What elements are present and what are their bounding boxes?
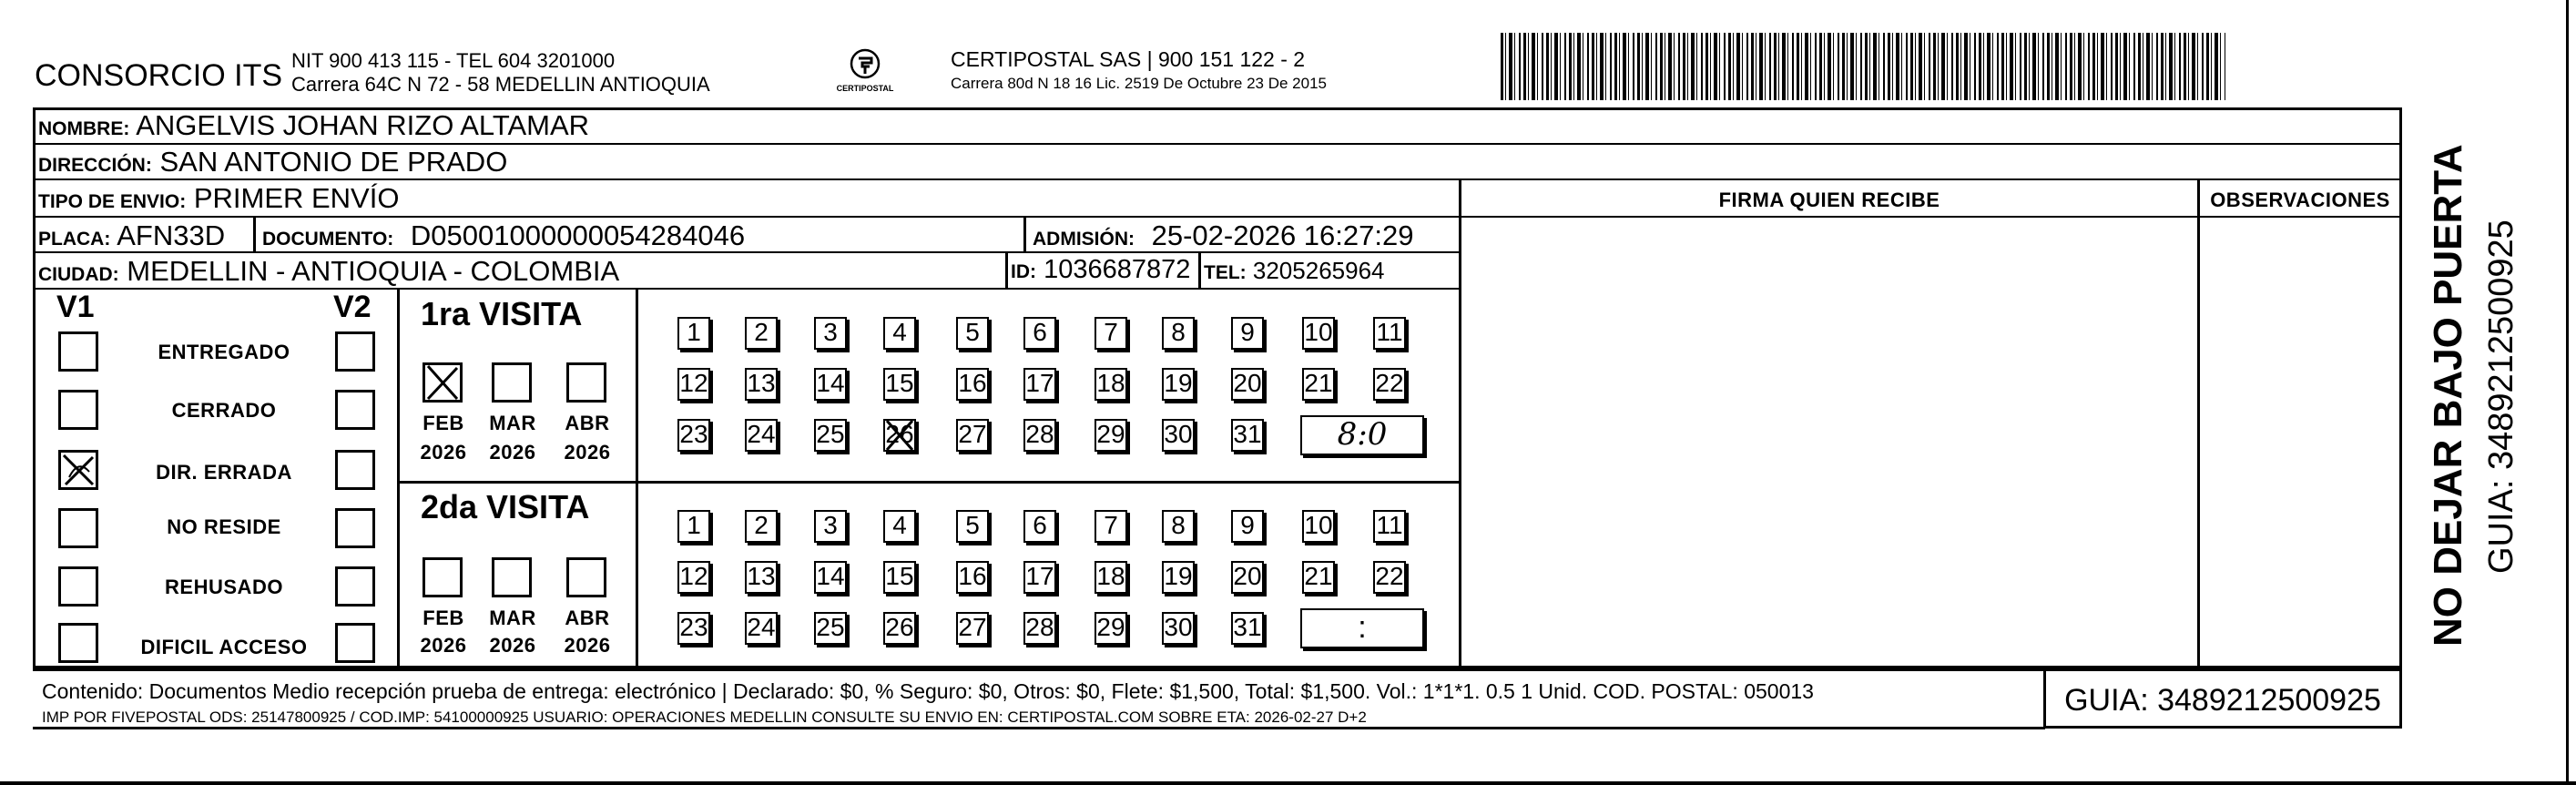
first-day-7[interactable]: 7 bbox=[1095, 317, 1127, 350]
check-x-icon bbox=[423, 362, 463, 403]
first-visit-title: 1ra VISITA bbox=[421, 295, 583, 332]
tipo-value: PRIMER ENVÍO bbox=[193, 182, 400, 214]
company-address: Carrera 64C N 72 - 58 MEDELLIN ANTIOQUIA bbox=[291, 73, 710, 96]
status-no-reside: NO RESIDE bbox=[167, 515, 281, 538]
certipostal-logo: CERTIPOSTAL bbox=[830, 44, 900, 98]
v2-rehusado-checkbox[interactable] bbox=[335, 566, 375, 607]
documento-row bbox=[262, 219, 745, 252]
first-year-abr: 2026 bbox=[564, 441, 611, 464]
second-day-1[interactable]: 1 bbox=[677, 510, 710, 543]
direccion-value: SAN ANTONIO DE PRADO bbox=[159, 146, 508, 178]
first-year-feb: 2026 bbox=[420, 441, 467, 464]
second-day-18[interactable]: 18 bbox=[1095, 561, 1127, 594]
second-day-2[interactable]: 2 bbox=[745, 510, 778, 543]
first-day-12[interactable]: 12 bbox=[677, 368, 710, 401]
second-abr-checkbox[interactable] bbox=[566, 557, 606, 597]
v1-entregado-checkbox[interactable] bbox=[58, 331, 98, 372]
first-day-29[interactable]: 29 bbox=[1095, 419, 1127, 452]
second-day-29[interactable]: 29 bbox=[1095, 612, 1127, 645]
second-day-15[interactable]: 15 bbox=[883, 561, 916, 594]
status-dificil-acceso: DIFICIL ACCESO bbox=[140, 636, 308, 658]
first-day-22[interactable]: 22 bbox=[1373, 368, 1406, 401]
v2-label: V2 bbox=[333, 290, 372, 324]
v1-rehusado-checkbox[interactable] bbox=[58, 566, 98, 607]
first-month-abr: ABR bbox=[565, 412, 610, 434]
check-x-icon bbox=[58, 450, 98, 490]
second-day-24[interactable]: 24 bbox=[745, 612, 778, 645]
first-day-20[interactable]: 20 bbox=[1231, 368, 1264, 401]
second-day-27[interactable]: 27 bbox=[956, 612, 989, 645]
second-day-14[interactable]: 14 bbox=[814, 561, 847, 594]
placa-label: PLACA: bbox=[38, 229, 111, 250]
tel-row bbox=[1204, 257, 1385, 285]
status-entregado: ENTREGADO bbox=[158, 341, 290, 363]
second-month-mar: MAR bbox=[489, 607, 536, 629]
first-day-8[interactable]: 8 bbox=[1162, 317, 1195, 350]
first-day-13[interactable]: 13 bbox=[745, 368, 778, 401]
second-day-13[interactable]: 13 bbox=[745, 561, 778, 594]
firma-header: FIRMA QUIEN RECIBE bbox=[1718, 189, 1940, 211]
v2-entregado-checkbox[interactable] bbox=[335, 331, 375, 372]
first-day-19[interactable]: 19 bbox=[1162, 368, 1195, 401]
side-no-dejar: NO DEJAR BAJO PUERTA bbox=[2426, 144, 2470, 647]
second-day-3[interactable]: 3 bbox=[814, 510, 847, 543]
first-day-4[interactable]: 4 bbox=[883, 317, 916, 350]
first-month-feb: FEB bbox=[423, 412, 464, 434]
observaciones-header: OBSERVACIONES bbox=[2210, 189, 2390, 211]
second-day-9[interactable]: 9 bbox=[1231, 510, 1264, 543]
v1-label: V1 bbox=[56, 290, 95, 324]
second-day-23[interactable]: 23 bbox=[677, 612, 710, 645]
second-month-feb: FEB bbox=[423, 607, 464, 629]
ciudad-value: MEDELLIN - ANTIOQUIA - COLOMBIA bbox=[127, 255, 620, 287]
tel-label: TEL: bbox=[1204, 262, 1247, 283]
second-visit-title: 2da VISITA bbox=[421, 488, 590, 525]
first-day-18[interactable]: 18 bbox=[1095, 368, 1127, 401]
v2-dificil-acceso-checkbox[interactable] bbox=[335, 623, 375, 663]
second-day-25[interactable]: 25 bbox=[814, 612, 847, 645]
second-year-feb: 2026 bbox=[420, 634, 467, 657]
first-day-21[interactable]: 21 bbox=[1302, 368, 1335, 401]
first-day-6[interactable]: 6 bbox=[1023, 317, 1056, 350]
second-day-20[interactable]: 20 bbox=[1231, 561, 1264, 594]
second-mar-checkbox[interactable] bbox=[492, 557, 532, 597]
nombre-value: ANGELVIS JOHAN RIZO ALTAMAR bbox=[136, 109, 590, 141]
carrier-line: CERTIPOSTAL SAS | 900 151 122 - 2 bbox=[951, 47, 1306, 71]
nombre-row bbox=[38, 109, 589, 142]
first-day-27[interactable]: 27 bbox=[956, 419, 989, 452]
second-day-21[interactable]: 21 bbox=[1302, 561, 1335, 594]
license-line: Carrera 80d N 18 16 Lic. 2519 De Octubre 23 De 2015 bbox=[951, 75, 1327, 92]
first-month-mar: MAR bbox=[489, 412, 536, 434]
placa-value: AFN33D bbox=[117, 219, 226, 251]
v2-cerrado-checkbox[interactable] bbox=[335, 390, 375, 430]
first-day-10[interactable]: 10 bbox=[1302, 317, 1335, 350]
first-day-5[interactable]: 5 bbox=[956, 317, 989, 350]
first-day-31[interactable]: 31 bbox=[1231, 419, 1264, 452]
first-day-2[interactable]: 2 bbox=[745, 317, 778, 350]
status-cerrado: CERRADO bbox=[171, 399, 277, 422]
second-month-abr: ABR bbox=[565, 607, 610, 629]
first-day-26[interactable]: 26 bbox=[883, 419, 916, 452]
admision-row bbox=[1033, 219, 1413, 252]
second-day-30[interactable]: 30 bbox=[1162, 612, 1195, 645]
documento-label: DOCUMENTO: bbox=[262, 229, 394, 250]
id-label: ID: bbox=[1011, 261, 1036, 282]
second-day-11[interactable]: 11 bbox=[1373, 510, 1406, 543]
barcode bbox=[1501, 33, 2225, 100]
id-row bbox=[1011, 255, 1190, 285]
second-day-19[interactable]: 19 bbox=[1162, 561, 1195, 594]
ciudad-row bbox=[38, 255, 619, 288]
first-day-1[interactable]: 1 bbox=[677, 317, 710, 350]
second-day-28[interactable]: 28 bbox=[1023, 612, 1056, 645]
second-feb-checkbox[interactable] bbox=[423, 557, 463, 597]
side-guia: GUIA: 3489212500925 bbox=[2482, 219, 2520, 574]
tipo-label: TIPO DE ENVIO: bbox=[38, 191, 187, 212]
first-day-14[interactable]: 14 bbox=[814, 368, 847, 401]
first-day-24[interactable]: 24 bbox=[745, 419, 778, 452]
nombre-label: NOMBRE: bbox=[38, 118, 130, 139]
second-day-12[interactable]: 12 bbox=[677, 561, 710, 594]
second-time-box[interactable]: : bbox=[1300, 608, 1424, 648]
admision-label: ADMISIÓN: bbox=[1033, 229, 1135, 250]
tipo-row bbox=[38, 182, 399, 215]
first-day-25[interactable]: 25 bbox=[814, 419, 847, 452]
v1-no-reside-checkbox[interactable] bbox=[58, 508, 98, 548]
second-day-16[interactable]: 16 bbox=[956, 561, 989, 594]
first-feb-checkbox[interactable] bbox=[423, 362, 463, 403]
second-year-abr: 2026 bbox=[564, 634, 611, 657]
tel-value: 3205265964 bbox=[1252, 257, 1385, 284]
first-day-15[interactable]: 15 bbox=[883, 368, 916, 401]
status-dir-errada: DIR. ERRADA bbox=[156, 461, 292, 484]
v1-cerrado-checkbox[interactable] bbox=[58, 390, 98, 430]
direccion-row bbox=[38, 146, 507, 178]
second-day-4[interactable]: 4 bbox=[883, 510, 916, 543]
first-day-11[interactable]: 11 bbox=[1373, 317, 1406, 350]
second-day-31[interactable]: 31 bbox=[1231, 612, 1264, 645]
footer-imp: IMP POR FIVEPOSTAL ODS: 25147800925 / COD.IMP: 54100000925 USUARIO: OPERACIONES MEDELLIN CONSULTE SU ENVIO EN: CERTIPOSTAL.COM SOBRE ETA: 2026-02-27 D+2 bbox=[42, 709, 1367, 726]
first-time-box[interactable]: 8:0 bbox=[1300, 415, 1424, 455]
documento-value: D05001000000054284046 bbox=[410, 219, 746, 251]
second-year-mar: 2026 bbox=[489, 634, 536, 657]
first-day-9[interactable]: 9 bbox=[1231, 317, 1264, 350]
first-day-16[interactable]: 16 bbox=[956, 368, 989, 401]
v1-dificil-acceso-checkbox[interactable] bbox=[58, 623, 98, 663]
ciudad-label: CIUDAD: bbox=[38, 264, 119, 285]
second-day-17[interactable]: 17 bbox=[1023, 561, 1056, 594]
second-day-26[interactable]: 26 bbox=[883, 612, 916, 645]
first-day-23[interactable]: 23 bbox=[677, 419, 710, 452]
first-abr-checkbox[interactable] bbox=[566, 362, 606, 403]
first-day-17[interactable]: 17 bbox=[1023, 368, 1056, 401]
direccion-label: DIRECCIÓN: bbox=[38, 155, 152, 176]
placa-row bbox=[38, 219, 225, 252]
company-name: CONSORCIO ITS bbox=[35, 58, 283, 93]
status-rehusado: REHUSADO bbox=[165, 576, 283, 598]
first-day-30[interactable]: 30 bbox=[1162, 419, 1195, 452]
second-day-6[interactable]: 6 bbox=[1023, 510, 1056, 543]
v2-dir-errada-checkbox[interactable] bbox=[335, 450, 375, 490]
first-day-3[interactable]: 3 bbox=[814, 317, 847, 350]
first-day-28[interactable]: 28 bbox=[1023, 419, 1056, 452]
second-day-8[interactable]: 8 bbox=[1162, 510, 1195, 543]
company-nit: NIT 900 413 115 - TEL 604 3201000 bbox=[291, 49, 616, 72]
id-value: 1036687872 bbox=[1044, 255, 1191, 284]
second-day-22[interactable]: 22 bbox=[1373, 561, 1406, 594]
v2-no-reside-checkbox[interactable] bbox=[335, 508, 375, 548]
second-day-5[interactable]: 5 bbox=[956, 510, 989, 543]
v1-dir-errada-checkbox[interactable] bbox=[58, 450, 98, 490]
footer-guia: GUIA: 3489212500925 bbox=[2064, 683, 2381, 718]
footer-contenido: Contenido: Documentos Medio recepción prueba de entrega: electrónico | Declarado: $0, % Seguro: $0, Otros: $0, Flete: $1,500, Total: $1,500. Vol.: 1*1*1. 0.5 1 Unid. COD. POSTAL: 050013 bbox=[42, 679, 1814, 703]
first-year-mar: 2026 bbox=[489, 441, 536, 464]
second-day-10[interactable]: 10 bbox=[1302, 510, 1335, 543]
second-day-7[interactable]: 7 bbox=[1095, 510, 1127, 543]
first-mar-checkbox[interactable] bbox=[492, 362, 532, 403]
admision-value: 25-02-2026 16:27:29 bbox=[1151, 219, 1414, 251]
